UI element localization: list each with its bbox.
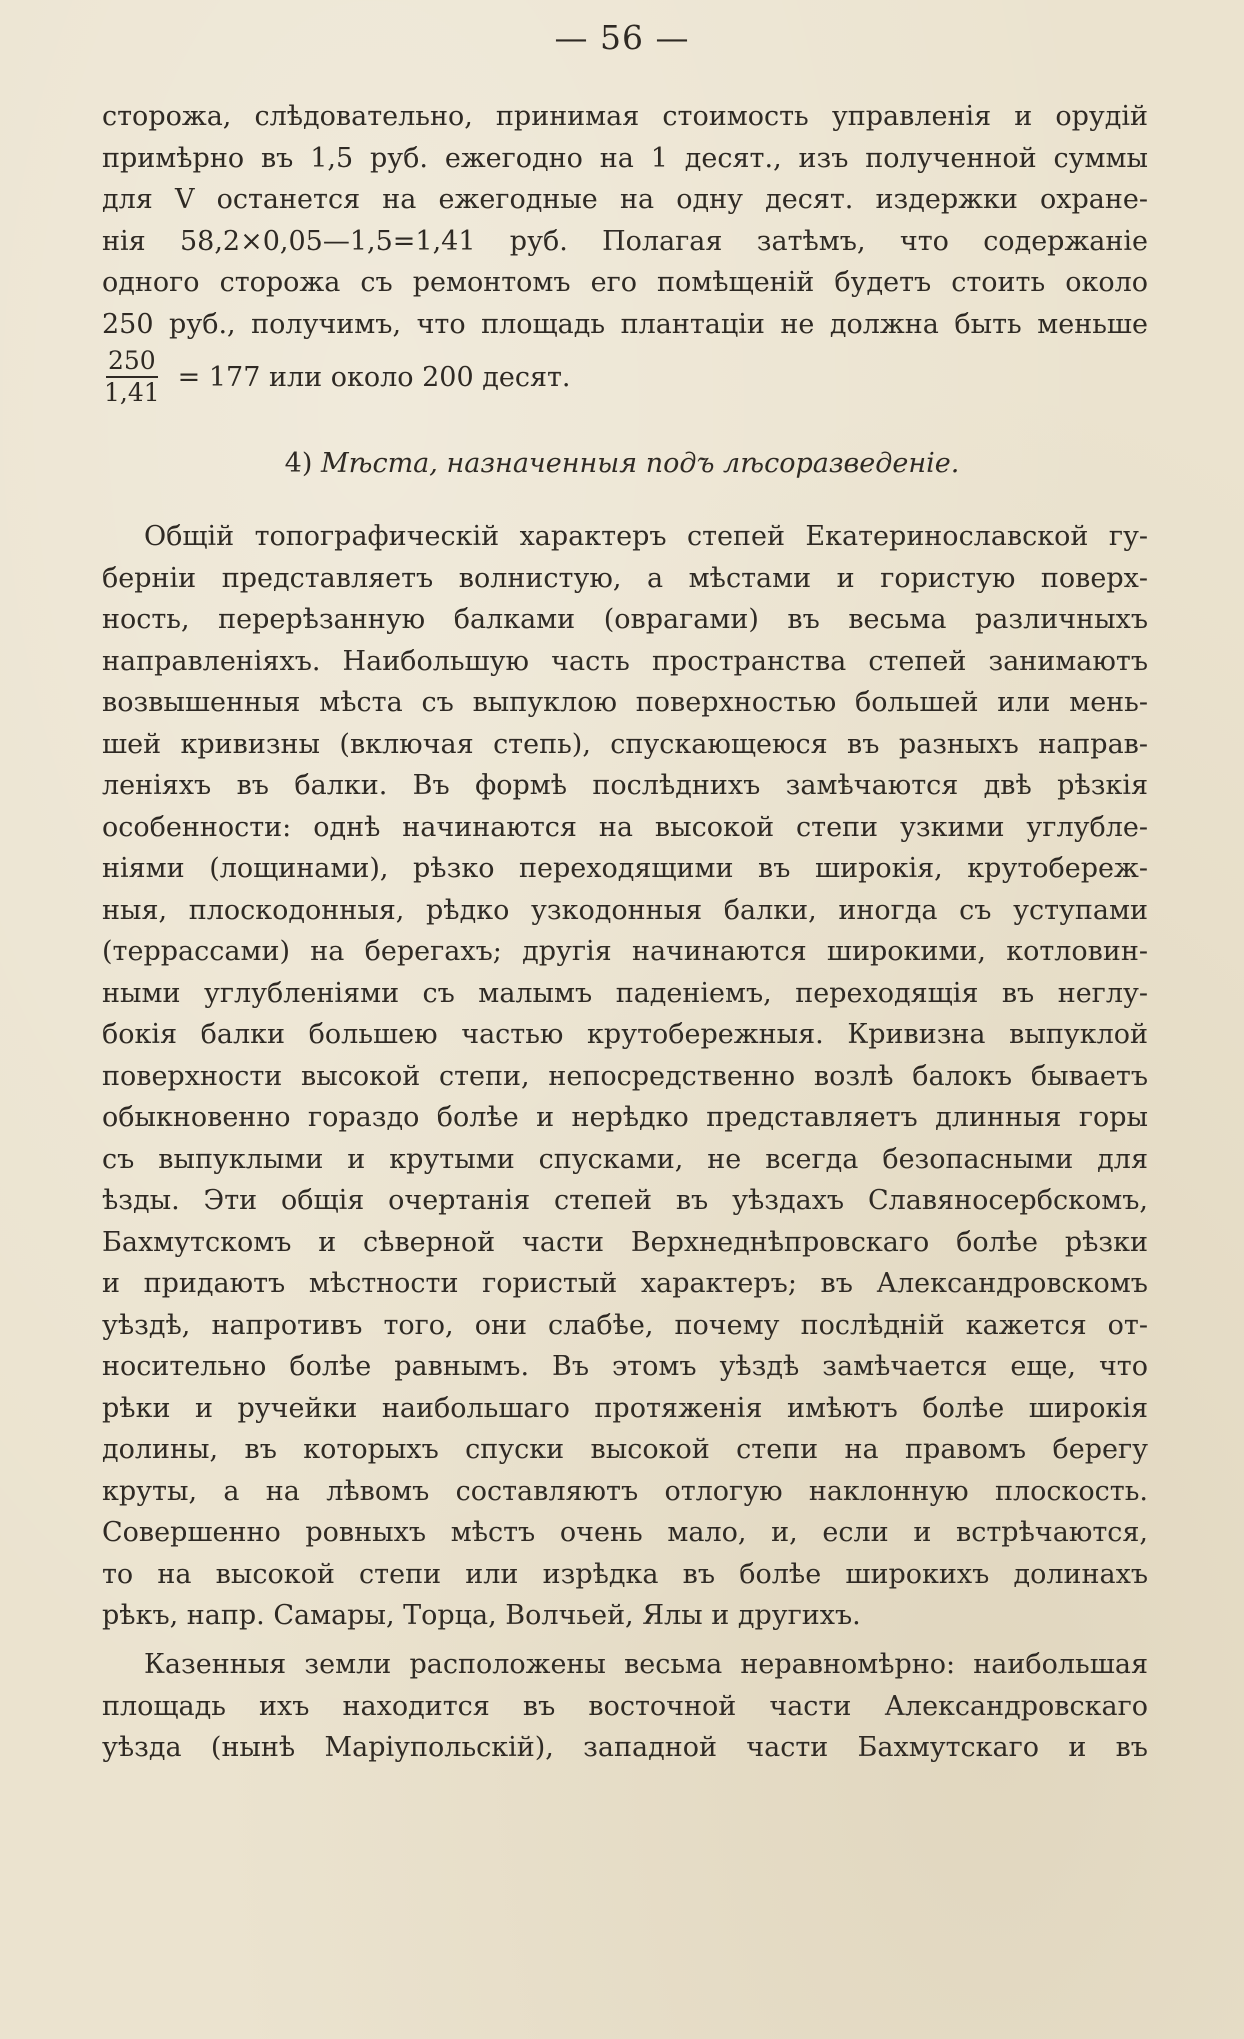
formula-result: = 177 или около 200 десят. — [177, 361, 571, 393]
text-line: одного сторожа съ ремонтомъ его помѣщеній будетъ стоить около — [102, 267, 1148, 298]
text-line: ными углубленіями съ малымъ паденіемъ, переходящія въ неглу- — [102, 977, 1148, 1009]
text-line: для V останется на ежегодные на одну десят. издержки охране- — [102, 184, 1148, 215]
section-heading — [0, 448, 1244, 479]
text-line: леніяхъ въ балки. Въ формѣ послѣднихъ замѣчаются двѣ рѣзкія — [102, 770, 1148, 801]
text-line: возвышенныя мѣста съ выпуклою поверхностью большей или мень- — [102, 687, 1148, 718]
fraction — [102, 346, 162, 408]
text-line: ѣзды. Эти общія очертанія степей въ уѣздахъ Славяносербскомъ, — [102, 1185, 1148, 1216]
text-line: особенности: однѣ начинаются на высокой степи узкими углубле- — [102, 811, 1148, 843]
text-line: шей кривизны (включая степь), спускающеюся въ разныхъ направ- — [102, 728, 1148, 760]
text-line: Бахмутскомъ и сѣверной части Верхнеднѣпровскаго болѣе рѣзки — [102, 1226, 1148, 1258]
text-line: рѣкъ, напр. Самары, Торца, Волчьей, Ялы и другихъ. — [102, 1600, 861, 1631]
text-line: ность, перерѣзанную балками (оврагами) въ весьма различныхъ — [102, 604, 1148, 635]
text-line: и придаютъ мѣстности гористый характеръ; въ Александровскомъ — [102, 1268, 1148, 1299]
text-line: съ выпуклыми и крутыми спусками, не всегда безопасными для — [102, 1143, 1148, 1175]
text-line: Общій топографическій характеръ степей Екатеринославской гу- — [144, 521, 1148, 552]
text-line: берніи представляетъ волнистую, а мѣстами и гористую поверх- — [102, 562, 1148, 594]
text-line: то на высокой степи или изрѣдка въ болѣе широкихъ долинахъ — [102, 1558, 1148, 1590]
section-title: Мѣста, назначенныя подъ лѣсоразведеніе. — [320, 448, 960, 479]
text-line: уѣзда (нынѣ Маріупольскій), западной части Бахмутскаго и въ — [102, 1732, 1148, 1763]
fraction-denominator: 1,41 — [104, 378, 160, 407]
paragraph-continuation — [102, 96, 1148, 345]
page-number: — 56 — — [554, 18, 690, 57]
text-line: поверхности высокой степи, непосредственно возлѣ балокъ бываетъ — [102, 1060, 1148, 1092]
section-number: 4) — [284, 448, 313, 479]
paragraph-state-lands — [102, 1644, 1148, 1769]
text-line: ныя, плоскодонныя, рѣдко узкодонныя балки, иногда съ уступами — [102, 894, 1148, 926]
text-line: направленіяхъ. Наибольшую часть пространства степей занимаютъ — [102, 645, 1148, 677]
text-line: Совершенно ровныхъ мѣстъ очень мало, и, если и встрѣчаются, — [102, 1517, 1148, 1548]
fraction-formula — [102, 340, 571, 414]
text-line: носительно болѣе равнымъ. Въ этомъ уѣздѣ замѣчается еще, что — [102, 1351, 1148, 1382]
text-line: уѣздѣ, напротивъ того, они слабѣе, почему послѣдній кажется от- — [102, 1309, 1148, 1341]
text-line: бокія балки большею частью крутобережныя. Кривизна выпуклой — [102, 1019, 1148, 1050]
paragraph-topography — [102, 516, 1148, 1637]
text-line: ніями (лощинами), рѣзко переходящими въ широкія, крутобереж- — [102, 853, 1148, 884]
text-line: долины, въ которыхъ спуски высокой степи на правомъ берегу — [102, 1434, 1148, 1465]
text-line: (террассами) на берегахъ; другія начинаются широкими, котловин- — [102, 936, 1148, 967]
text-line: Казенныя земли расположены весьма неравномѣрно: наибольшая — [144, 1649, 1148, 1680]
text-line: нія 58,2×0,05—1,5=1,41 руб. Полагая затѣмъ, что содержаніе — [102, 225, 1148, 257]
text-line: площадь ихъ находится въ восточной части Александровскаго — [102, 1690, 1148, 1722]
text-line: рѣки и ручейки наибольшаго протяженія имѣютъ болѣе широкія — [102, 1392, 1148, 1424]
text-line: 250 руб., получимъ, что площадь плантаціи не должна быть меньше — [102, 308, 1148, 340]
fraction-numerator: 250 — [106, 346, 158, 378]
text-line: обыкновенно гораздо болѣе и нерѣдко представляетъ длинныя горы — [102, 1102, 1148, 1133]
text-line: сторожа, слѣдовательно, принимая стоимость управленія и орудій — [102, 101, 1148, 132]
text-line: круты, а на лѣвомъ составляютъ отлогую наклонную плоскость. — [102, 1475, 1148, 1507]
text-line: примѣрно въ 1,5 руб. ежегодно на 1 десят., изъ полученной суммы — [102, 142, 1148, 174]
